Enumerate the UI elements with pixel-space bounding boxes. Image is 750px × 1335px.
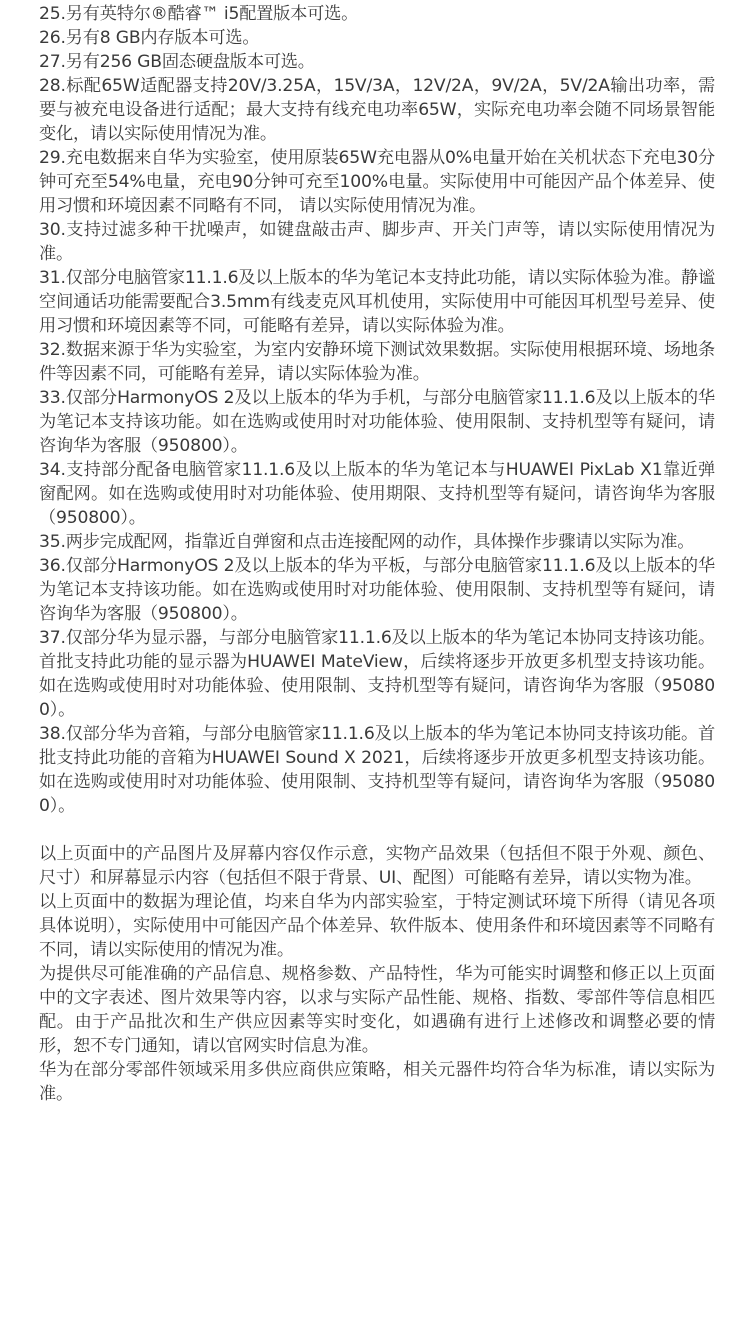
note-28: 28.标配65W适配器支持20V/3.25A，15V/3A，12V/2A，9V/2A，5V/2A输出功率，需要与被充电设备进行适配；最大支持有线充电功率65W，实际充电功率会随不同场景智能变化，请以实际使用情况为准。 [39,76,715,144]
disclaimer-section [39,842,715,1106]
note-34: 34.支持部分配备电脑管家11.1.6及以上版本的华为笔记本与HUAWEI PixLab X1靠近弹窗配网。如在选购或使用时对功能体验、使用期限、支持机型等有疑问，请咨询华为客服（950800）。 [39,460,715,528]
note-36: 36.仅部分HarmonyOS 2及以上版本的华为平板，与部分电脑管家11.1.6及以上版本的华为笔记本支持该功能。如在选购或使用时对功能体验、使用限制、支持机型等有疑问，请咨询华为客服（950800）。 [39,556,715,624]
note-37: 37.仅部分华为显示器，与部分电脑管家11.1.6及以上版本的华为笔记本协同支持该功能。首批支持此功能的显示器为HUAWEI MateView，后续将逐步开放更多机型支持该功能。如在选购或使用时对功能体验、使用限制、支持机型等有疑问，请咨询华为客服（950800）。 [39,628,715,720]
note-30: 30.支持过滤多种干扰噪声，如键盘敲击声、脚步声、开关门声等，请以实际使用情况为准。 [39,220,715,264]
disclaimer-content-updates: 为提供尽可能准确的产品信息、规格参数、产品特性，华为可能实时调整和修正以上页面中的文字表述、图片效果等内容，以求与实际产品性能、规格、指数、零部件等信息相匹配。由于产品批次和生产供应因素等实时变化，如遇确有进行上述修改和调整必要的情形，恕不专门通知，请以官网实时信息为准。 [39,964,715,1056]
note-26: 26.另有8 GB内存版本可选。 [39,28,260,48]
section-spacer [39,818,715,842]
disclaimer-product-images: 以上页面中的产品图片及屏幕内容仅作示意，实物产品效果（包括但不限于外观、颜色、尺寸）和屏幕显示内容（包括但不限于背景、UI、配图）可能略有差异，请以实物为准。 [39,844,715,888]
disclaimer-suppliers: 华为在部分零部件领域采用多供应商供应策略，相关元器件均符合华为标准，请以实际为准。 [39,1060,715,1104]
note-32: 32.数据来源于华为实验室，为室内安静环境下测试效果数据。实际使用根据环境、场地条件等因素不同，可能略有差异，请以实际体验为准。 [39,340,715,384]
disclaimer-theoretical-data: 以上页面中的数据为理论值，均来自华为内部实验室，于特定测试环境下所得（请见各项具体说明），实际使用中可能因产品个体差异、软件版本、使用条件和环境因素等不同略有不同，请以实际使用的情况为准。 [39,892,715,960]
note-31: 31.仅部分电脑管家11.1.6及以上版本的华为笔记本支持此功能，请以实际体验为准。静谧空间通话功能需要配合3.5mm有线麦克风耳机使用，实际使用中可能因耳机型号差异、使用习惯和环境因素等不同，可能略有差异，请以实际体验为准。 [39,268,715,336]
note-38: 38.仅部分华为音箱，与部分电脑管家11.1.6及以上版本的华为笔记本协同支持该功能。首批支持此功能的音箱为HUAWEI Sound X 2021，后续将逐步开放更多机型支持该功能。如在选购或使用时对功能体验、使用限制、支持机型等有疑问，请咨询华为客服（950800）。 [39,724,715,816]
note-29: 29.充电数据来自华为实验室，使用原装65W充电器从0%电量开始在关机状态下充电30分钟可充至54%电量，充电90分钟可充至100%电量。实际使用中可能因产品个体差异、使用习惯和环境因素不同略有不同， 请以实际使用情况为准。 [39,148,715,216]
note-27: 27.另有256 GB固态硬盘版本可选。 [39,52,315,72]
footnotes-document [39,2,715,1106]
note-25: 25.另有英特尔®酷睿™ i5配置版本可选。 [39,4,359,24]
numbered-notes [39,2,715,818]
note-35: 35.两步完成配网，指靠近自弹窗和点击连接配网的动作，具体操作步骤请以实际为准。 [39,532,695,552]
note-33: 33.仅部分HarmonyOS 2及以上版本的华为手机，与部分电脑管家11.1.6及以上版本的华为笔记本支持该功能。如在选购或使用时对功能体验、使用限制、支持机型等有疑问，请咨询华为客服（950800）。 [39,388,715,456]
